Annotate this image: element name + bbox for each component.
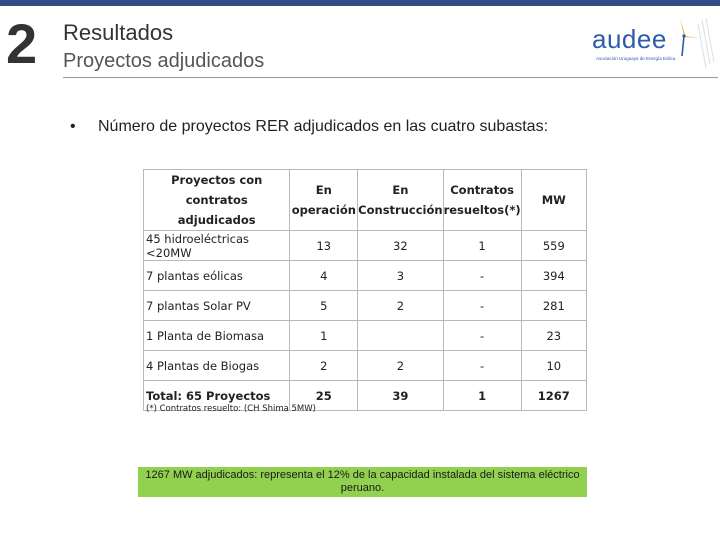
table-cell: 2 — [290, 351, 358, 381]
table-cell — [358, 321, 443, 351]
table-cell: 1 — [290, 321, 358, 351]
page-subtitle: Proyectos adjudicados — [63, 50, 265, 72]
table-cell: 45 hidroeléctricas <20MW — [144, 231, 290, 261]
table-cell: 7 plantas eólicas — [144, 261, 290, 291]
table-cell: 3 — [358, 261, 443, 291]
logo-tagline: Asociación Uruguaya de Energía Eólica — [596, 56, 676, 61]
table-cell: 4 — [290, 261, 358, 291]
table-cell: 4 Plantas de Biogas — [144, 351, 290, 381]
table-cell: 1 — [443, 231, 521, 261]
table-cell: 2 — [358, 351, 443, 381]
table-cell: 394 — [521, 261, 586, 291]
column-header-construction: En Construcción — [358, 170, 443, 231]
table-cell: 23 — [521, 321, 586, 351]
bullet-text: Número de proyectos RER adjudicados en las cuatro subastas: — [98, 118, 549, 135]
header-divider — [63, 77, 718, 78]
table-cell: 13 — [290, 231, 358, 261]
table-row — [144, 321, 587, 351]
column-header-resolved: Contratos resueltos(*) — [443, 170, 521, 231]
bullet-marker: • — [70, 118, 76, 135]
logo-wordmark: audee — [592, 24, 667, 54]
table-cell: 1 — [443, 381, 521, 411]
table-cell: - — [443, 351, 521, 381]
table-cell: Total: 65 Proyectos — [144, 381, 290, 411]
column-header-projects: Proyectos con contratos adjudicados — [144, 170, 290, 231]
table-row — [144, 351, 587, 381]
page-title: Resultados — [63, 20, 174, 45]
table-row — [144, 261, 587, 291]
slide-number: 2 — [6, 12, 38, 75]
table-cell: 7 plantas Solar PV — [144, 291, 290, 321]
table-cell: 5 — [290, 291, 358, 321]
table-cell: 25 — [290, 381, 358, 411]
table-cell: 559 — [521, 231, 586, 261]
wind-turbine-icon — [670, 14, 716, 70]
table-row — [144, 231, 587, 261]
audee-logo — [592, 14, 716, 70]
summary-callout: 1267 MW adjudicados: representa el 12% de la capacidad instalada del sistema eléctrico peruano. — [138, 467, 587, 497]
table-footnote: (*) Contratos resuelto: (CH Shima 5MW) — [146, 404, 316, 414]
table-cell: 1 Planta de Biomasa — [144, 321, 290, 351]
table-cell: - — [443, 291, 521, 321]
table-header-row — [144, 170, 587, 231]
table-row — [144, 291, 587, 321]
table-cell: - — [443, 261, 521, 291]
table-cell: 39 — [358, 381, 443, 411]
table-cell: 10 — [521, 351, 586, 381]
table-cell: 1267 — [521, 381, 586, 411]
table-cell: 281 — [521, 291, 586, 321]
table-cell: 2 — [358, 291, 443, 321]
projects-table — [143, 169, 587, 411]
column-header-operation: En operación — [290, 170, 358, 231]
table-cell: - — [443, 321, 521, 351]
table-cell: 32 — [358, 231, 443, 261]
top-accent-bar — [0, 0, 720, 6]
column-header-mw: MW — [521, 170, 586, 231]
